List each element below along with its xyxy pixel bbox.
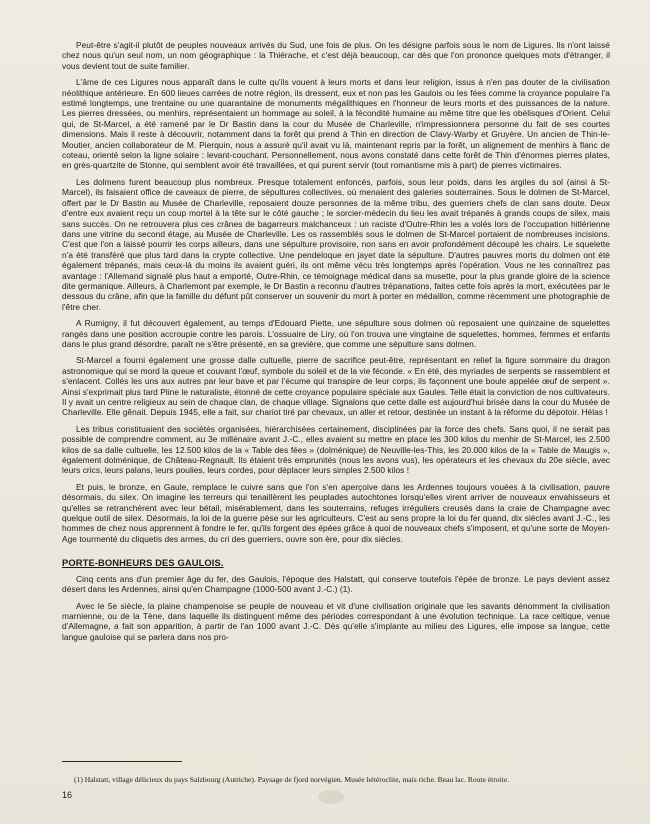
- paragraph: Et puis, le bronze, en Gaule, remplace le cuivre sans que l'on s'en aperçoive dans les Ardennes toujours vouées à la civilisation, pauvre désormais, du silex. On imagine les terreurs qui tenaillèrent les peuplades autochtones lorsqu'elles virent arriver de nouveaux envahisseurs et qu'elles se retranchèrent avec leur bétail, misérablement, dans les souterrains, refuges irréguliers creusés dans la craie de Champagne avec quelque outil de silex. Désormais, la loi de la guerre pèse sur les agriculteurs. C'est au sens propre la loi du fer quand, dix siècles avant J.-C., les hommes de chez nous apprennent à fondre le fer, qu'ils forgent des épées grâce à quoi de nouveaux chefs s'imposent, et qu'une sorte de Moyen-Age tourmenté du cliquetis des armes, du cri des guerriers, ouvre son ère, pour dix siècles.: [62, 481, 610, 544]
- paragraph: Avec le 5e siècle, la plaine champenoise se peuple de nouveau et vit d'une civilisation originale que les savants dénomment la civilisation marnienne, ou de la Tène, dans laquelle ils distinguent même des périodes correspondant à une évolution technique. La race celtique, venue d'Allemagne, a fait son apparition, à partir de l'an 1000 avant J.-C. Dès qu'elle s'implante au milieu des Ligures, elle impose sa langue, cette langue gauloise qui se parlera dans nos pro-: [62, 600, 610, 642]
- paragraph: Les dolmens furent beaucoup plus nombreux. Presque totalement enfoncés, parfois, sous leur poids, dans les argiles du sol (ainsi à St-Marcel), ils faisaient office de caveaux de pierre, de sépultures collectives, où menaient des galeries souterraines. Sous le dolmen de St-Marcel, offert par le Dr Bastin au Musée de Charleville, reposaient douze personnes de la même tribu, des guerriers chefs de clan sans doute. Deux d'entre eux avaient reçu un coup mortel à la tête sur le côté gauche ; le sorcier-médecin du lieu les avait trépanés à grands coups de silex, mais sans succès. On ne retrouvera plus ces crânes de bagarreurs malchanceux : un raciste d'Outre-Rhin les a volés lors de l'occupation hitlérienne dans une vitrine du second étage, au Musée de Charleville. Les os rassemblés sous le dolmen de St-Marcel portaient de nombreuses incisions. C'est que l'on a laissé pourrir les corps ailleurs, dans une sépulture provisoire, non sans en avoir profondément découpé les chairs. Le squelette n'a été transféré que plus tard dans la crypte collective. Une pendeloque en jayet date la sépulture. D'autres pauvres morts du dolmen ont été également trépanés, mais ceux-là du moins ils avaient guéri, ils ont même vécu très longtemps après l'opération. Vous ne les connaîtrez pas avantage : l'Allemand signalé plus haut a emporté, Outre-Rhin, ce témoignage médical dans sa musette, pour la plus grande gloire de la science dite germanique. Ailleurs, à Charlemont par exemple, le Dr Bastin a reconnu d'autres trépanations, faites cette fois après la mort, exécutées par le dessous du crâne, afin que la famille du défunt pût conserver un souvenir du mort à porter en médaillon, comme récemment une photographie de l'être cher.: [62, 176, 610, 312]
- footnote-divider: [62, 761, 182, 762]
- paragraph: Peut-être s'agit-il plutôt de peuples nouveaux arrivés du Sud, une fois de plus. On les désigne parfois sous le nom de Ligures. Ils n'ont laissé chez nous qu'un seul nom, un nom géographique : la Thiérache, et c'est déjà beaucoup, car dès que l'on prononce quelques mots d'étranger, il vous devient tout de suite familier.: [62, 40, 610, 71]
- paper-stain: [318, 790, 344, 804]
- body-text: [62, 40, 610, 648]
- paragraph: St-Marcel a fourni également une grosse dalle cultuelle, pierre de sacrifice peut-être, représentant en relief la figure sommaire du dragon astronomique qui se mord la queue et couvant l'œuf, symbole du soleil et de la vie féconde. « En été, des myriades de serpents se rassemblent et s'enlacent. Collés les uns aux autres par leur bave et par l'écume qui transpire de leur corps, ils façonnent une boule appelée œuf de serpent ». Ainsi s'exprimait plus tard Pline le naturaliste, étonné de cette croyance populaire spéciale aux Gaules. Telle était la conviction de nos cultivateurs. Il y avait un centre religieux au sein de chaque clan, de chaque village. Signalons que cette dalle est aujourd'hui brisée dans la cour du Musée de Charleville. Elle gênait. Depuis 1945, elle a fait, sur chariot tiré par chevaux, un aller et retour, destinée un instant à la réforme du dépotoir. Hélas !: [62, 355, 610, 418]
- footnote: (1) Halstatt, village délicieux du pays Salzbourg (Autriche). Paysage de fjord norvégien. Musée hétéroclite, mais riche. Beau lac. Route étroite.: [74, 774, 510, 784]
- paragraph: L'âme de ces Ligures nous apparaît dans le culte qu'ils vouent à leurs morts et dans leur religion, issus à n'en pas douter de la civilisation néolithique antérieure. En 600 lieues carrées de notre région, ils dressent, eux et non pas les Gaulois ou les fées comme la croyance populaire l'a estimé longtemps, une trentaine ou une quarantaine de monuments mégalithiques en l'honneur de leurs morts et des puissances de la nature. Les pierres dressées, ou menhirs, représentaient un hommage au soleil, à la fécondité humaine au même titre que les obélisques d'Orient. Celui qui, de St-Marcel, a été ramené par le Dr Bastin dans la cour du Musée de Charleville, n'impressionnera personne du fait de ses courtes dimensions. Mais il reste à découvrir, notamment dans la forêt qui prend à Thin en direction de Clavy-Warby et Gruyère. Un ancien de Thin-le-Moutier, ancien collaborateur de M. Pierquin, nous a assuré qu'il avait vu là, maintenant repris par la forêt, un alignement de menhirs à flanc de coteau, orienté selon la ligne solaire : levant-couchant. Personnellement, nous avons constaté dans cette forêt de Thin d'énormes pierres plates, en grès-quartzite de Stonne, qui semblent avoir été travaillées, et qui purent servir (tout romantisme mis à part) de pierres victimaires.: [62, 77, 610, 171]
- section-heading: PORTE-BONHEURS DES GAULOIS.: [62, 557, 224, 569]
- paragraph: Les tribus constituaient des sociétés organisées, hiérarchisées certainement, disciplinées par la force des chefs. Sans quoi, il ne serait pas possible de comprendre comment, au 3e millénaire avant J.-C., elles avaient su mettre en place les 300 kilos du menhir de St-Marcel, les 2.500 kilos de sa dalle cultuelle, les 12.500 kilos de la « Table des fées » (dolménique) de Neuville-les-This, les 20.000 kilos de la « Table de Maugis », également dolménique, de Château-Regnault. Ils étaient très emprunités (nous les avons vus), les opérateurs et les chevaux du 20e siècle, avec leurs crics, leurs palans, leurs poulies, leurs cordes, pour déplacer leurs simples 2.500 kilos !: [62, 423, 610, 476]
- paragraph: Cinq cents ans d'un premier âge du fer, des Gaulois, l'époque des Halstatt, qui conserve toutefois l'épée de bronze. Le pays devient assez désert dans les Ardennes, ainsi qu'en Champagne (1000-500 avant J.-C.) (1).: [62, 573, 610, 595]
- paragraph: A Rumigny, il fut découvert également, au temps d'Edouard Piette, une sépulture sous dolmen où reposaient une quinzaine de squelettes rangés dans une position accroupie contre les parois. L'ossuaire de Liry, où l'on trouva une vingtaine de squelettes, hommes, femmes et enfants dans le plus grand désordre, paraît ne s'être présenté, en sa grevière, que comme une sépulture sans dolmen.: [62, 318, 610, 349]
- page-number: 16: [62, 790, 73, 800]
